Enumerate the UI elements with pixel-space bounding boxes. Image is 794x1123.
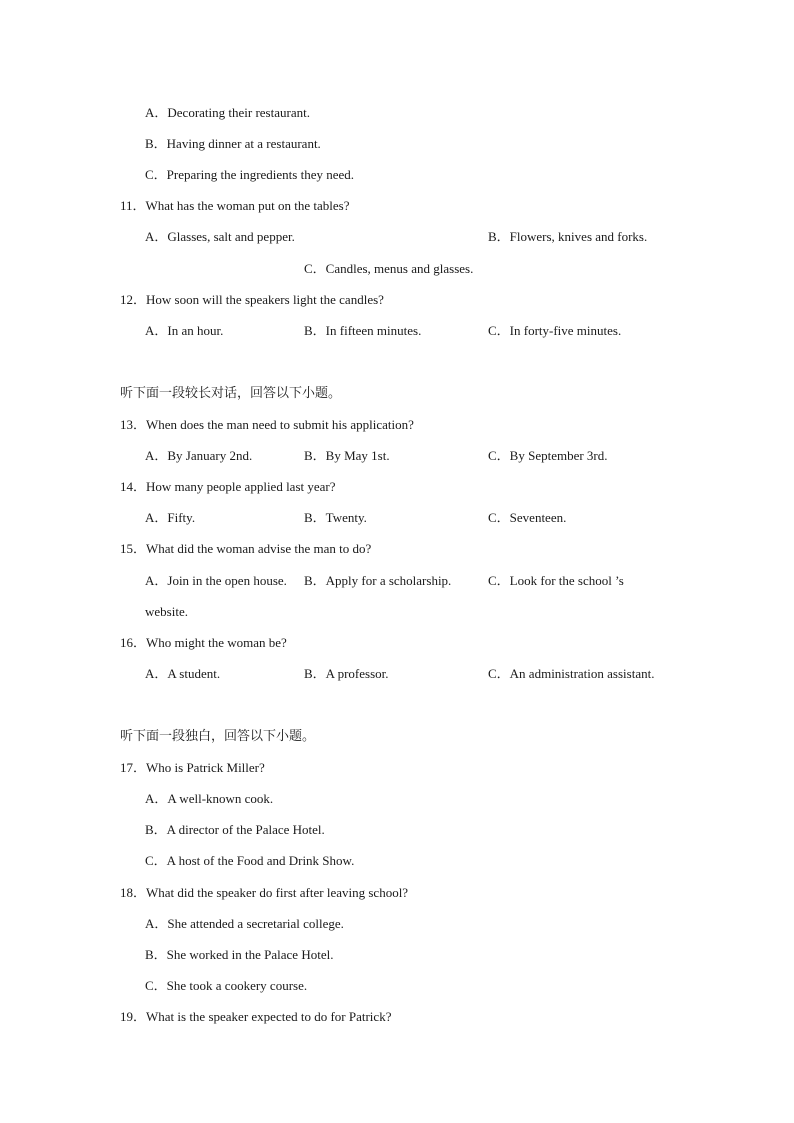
q14-option-a: A．Fifty. [145,510,196,525]
q16-option-a: A．A student. [145,666,221,681]
q14-option-b: B．Twenty. [304,510,367,525]
q15-option-b: B．Apply for a scholarship. [304,573,452,588]
q13-option-b: B．By May 1st. [304,448,390,463]
q15-option-c: C．Look for the school ’s [488,573,624,588]
q14-question: 14．How many people applied last year? [120,479,336,494]
q12-option-b: B．In fifteen minutes. [304,323,422,338]
q12-option-c: C．In forty-five minutes. [488,323,622,338]
q15-option-a: A．Join in the open house. [145,573,287,588]
q11-option-a: A．Glasses, salt and pepper. [145,229,295,244]
q18-option-c: C．She took a cookery course. [145,978,308,993]
q18-option-a: A．She attended a secretarial college. [145,916,344,931]
section-heading-dialogue: 听下面一段较长对话，回答以下小题。 [120,386,342,401]
q17-option-b: B．A director of the Palace Hotel. [145,822,325,837]
q15-question: 15．What did the woman advise the man to do? [120,541,372,556]
q12-question: 12．How soon will the speakers light the candles? [120,292,384,307]
q15-option-c-continued: website. [145,604,188,619]
q16-question: 16．Who might the woman be? [120,635,287,650]
q13-question: 13．When does the man need to submit his application? [120,417,414,432]
q11-option-c: C．Candles, menus and glasses. [304,261,474,276]
q11-question: 11．What has the woman put on the tables? [120,198,350,213]
q14-option-c: C．Seventeen. [488,510,567,525]
q10-option-c: C．Preparing the ingredients they need. [145,167,355,182]
q19-question: 19．What is the speaker expected to do for Patrick? [120,1009,392,1024]
q13-option-c: C．By September 3rd. [488,448,608,463]
q17-question: 17．Who is Patrick Miller? [120,760,265,775]
q18-option-b: B．She worked in the Palace Hotel. [145,947,334,962]
q13-option-a: A．By January 2nd. [145,448,253,463]
q12-option-a: A．In an hour. [145,323,224,338]
section-heading-monologue: 听下面一段独白，回答以下小题。 [120,729,316,744]
q16-option-b: B．A professor. [304,666,389,681]
q10-option-a: A．Decorating their restaurant. [145,105,310,120]
q16-option-c: C．An administration assistant. [488,666,655,681]
q17-option-a: A．A well-known cook. [145,791,274,806]
q17-option-c: C．A host of the Food and Drink Show. [145,853,355,868]
q18-question: 18．What did the speaker do first after leaving school? [120,885,409,900]
q10-option-b: B．Having dinner at a restaurant. [145,136,321,151]
q11-option-b: B．Flowers, knives and forks. [488,229,648,244]
